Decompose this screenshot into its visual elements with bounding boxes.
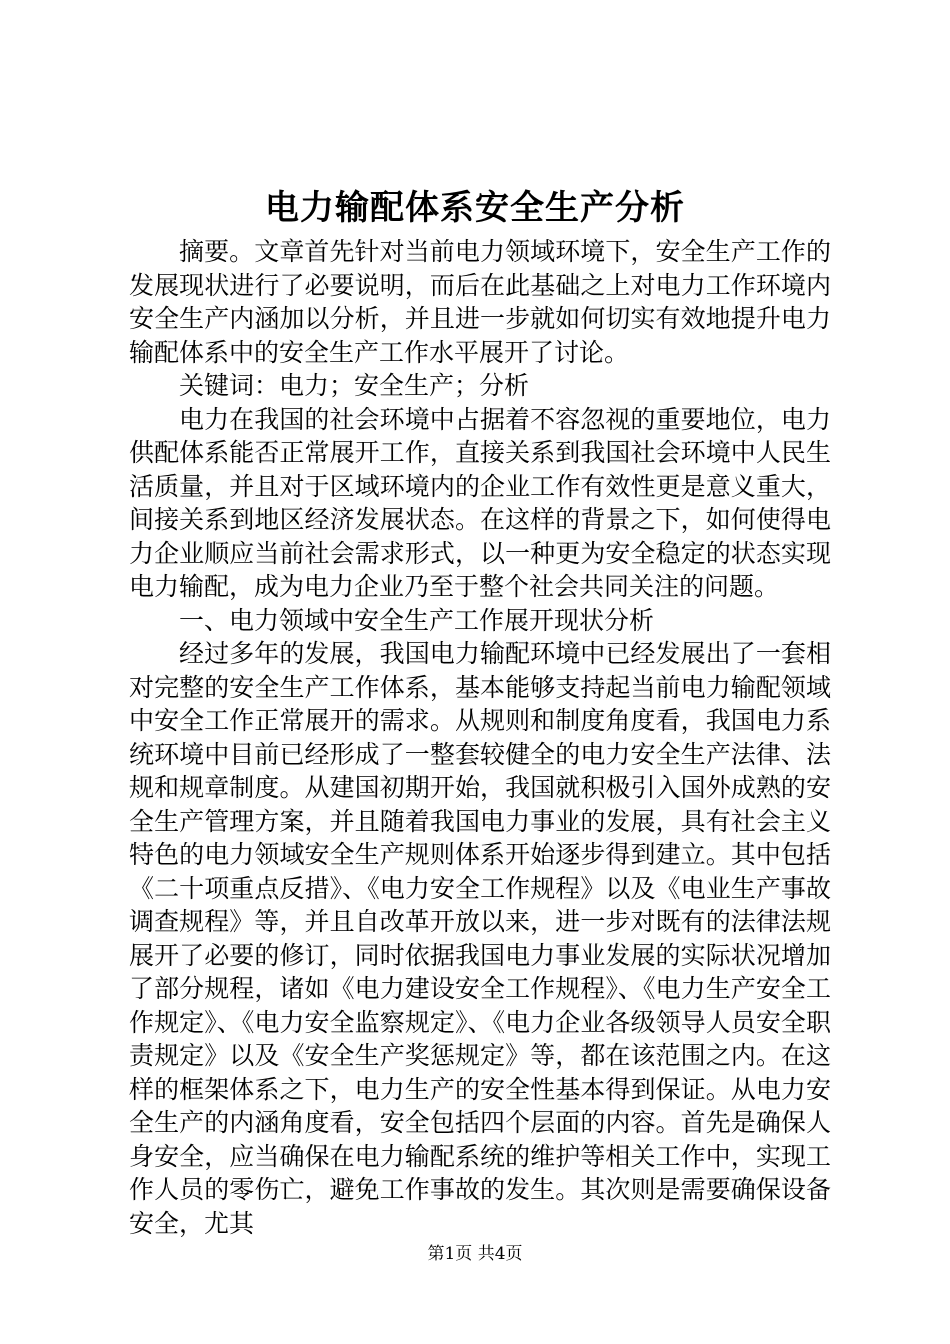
body-paragraph: 经过多年的发展，我国电力输配环境中已经发展出了一套相对完整的安全生产工作体系，基本能够支持起当前电力输配领域中安全工作正常展开的需求。从规则和制度角度看，我国电力系统环境中目前已经形成了一整套较健全的电力安全生产法律、法规和规章制度。从建国初期开始，我国就积极引入国外成熟的安全生产管理方案，并且随着我国电力事业的发展，具有社会主义特色的电力领域安全生产规则体系开始逐步得到建立。其中包括《二十项重点反措》、《电力安全工作规程》以及《电业生产事故调查规程》等，并且自改革开放以来，进一步对既有的法律法规展开了必要的修订，同时依据我国电力事业发展的实际状况增加了部分规程，诸如《电力建设安全工作规程》、《电力生产安全工作规定》、《电力安全监察规定》、《电力企业各级领导人员安全职责规定》以及《安全生产奖惩规定》等，都在该范围之内。在这样的框架体系之下，电力生产的安全性基本得到保证。从电力安全生产的内涵角度看，安全包括四个层面的内容。首先是确保人身安全，应当确保在电力输配系统的维护等相关工作中，实现工作人员的零伤亡，避免工作事故的发生。其次则是需要确保设备安全，尤其 bbox=[129, 639, 831, 1238]
intro-paragraph: 电力在我国的社会环境中占据着不容忽视的重要地位，电力供配体系能否正常展开工作，直接关系到我国社会环境中人民生活质量，并且对于区域环境内的企业工作有效性更是意义重大，间接关系到地区经济发展状态。在这样的背景之下，如何使得电力企业顺应当前社会需求形式，以一种更为安全稳定的状态实现电力输配，成为电力企业乃至于整个社会共同关注的问题。 bbox=[129, 404, 831, 601]
section-heading: 一、电力领域中安全生产工作展开现状分析 bbox=[179, 605, 655, 635]
document-body bbox=[129, 235, 831, 1240]
page-footer: 第1页 共4页 bbox=[427, 1244, 523, 1264]
abstract-paragraph: 摘要。文章首先针对当前电力领域环境下，安全生产工作的发展现状进行了必要说明，而后在此基础之上对电力工作环境内安全生产内涵加以分析，并且进一步就如何切实有效地提升电力输配体系中的安全生产工作水平展开了讨论。 bbox=[129, 237, 831, 367]
document-title: 电力输配体系安全生产分析 bbox=[265, 188, 685, 228]
keywords-paragraph: 关键词：电力；安全生产；分析 bbox=[179, 371, 530, 400]
